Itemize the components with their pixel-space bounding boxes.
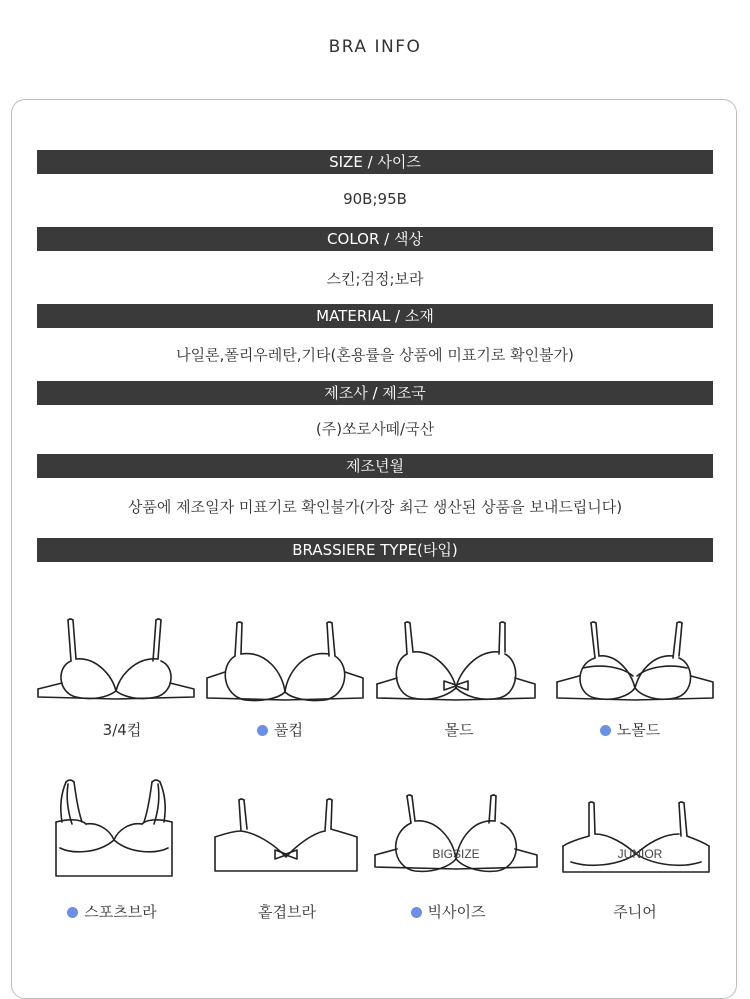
bra-type-sports: [52, 778, 176, 880]
type-label-single-layer: 홑겹브라: [258, 903, 316, 921]
size-value: 90B;95B: [343, 190, 407, 208]
bra-type-big-size: [373, 793, 539, 875]
molded-illustration: [375, 620, 537, 704]
type-label-junior: 주니어: [613, 903, 657, 921]
date-header: 제조년월: [37, 454, 713, 478]
bra-type-molded: [375, 620, 537, 704]
material-value: 나일론,폴리우레탄,기타(혼용률을 상품에 미표기로 확인불가): [176, 346, 574, 364]
selected-dot-icon: [257, 725, 268, 736]
bra-type-full-cup: [205, 620, 365, 704]
single-layer-illustration: [213, 797, 359, 875]
bra-type-three-quarter-cup: [36, 617, 196, 701]
selected-dot-icon: [600, 725, 611, 736]
type-label-molded: 몰드: [444, 721, 474, 739]
type-label-sports: 스포츠브라: [32, 901, 192, 922]
material-header: MATERIAL / 소재: [37, 304, 713, 328]
bra-type-non-molded: [555, 620, 715, 704]
type-label-three-quarter-cup: 3/4컵: [102, 721, 142, 739]
sports-bra-illustration: [52, 778, 176, 880]
junior-overlay: JUNIOR: [617, 847, 663, 861]
maker-header: 제조사 / 제조국: [37, 381, 713, 405]
junior-illustration: [561, 800, 711, 874]
non-molded-illustration: [555, 620, 715, 704]
page-title: BRA INFO: [328, 37, 422, 57]
size-header: SIZE / 사이즈: [37, 150, 713, 174]
bra-type-single-layer: [213, 797, 359, 875]
maker-value: (주)쏘로사떼/국산: [315, 420, 435, 438]
big-size-illustration: [373, 793, 539, 875]
three-quarter-cup-illustration: [36, 617, 196, 701]
selected-dot-icon: [67, 907, 78, 918]
color-value: 스킨;검정;보라: [326, 270, 424, 288]
selected-dot-icon: [411, 907, 422, 918]
type-label-non-molded: 노몰드: [550, 719, 710, 740]
type-label-big-size: 빅사이즈: [368, 901, 528, 922]
full-cup-illustration: [205, 620, 365, 704]
type-header: BRASSIERE TYPE(타입): [37, 538, 713, 562]
date-value: 상품에 제조일자 미표기로 확인불가(가장 최근 생산된 상품을 보내드립니다): [127, 498, 623, 516]
big-size-overlay: BIGSIZE: [432, 847, 480, 861]
type-label-full-cup: 풀컵: [200, 719, 360, 740]
color-header: COLOR / 색상: [37, 227, 713, 251]
bra-type-junior: [561, 800, 711, 874]
